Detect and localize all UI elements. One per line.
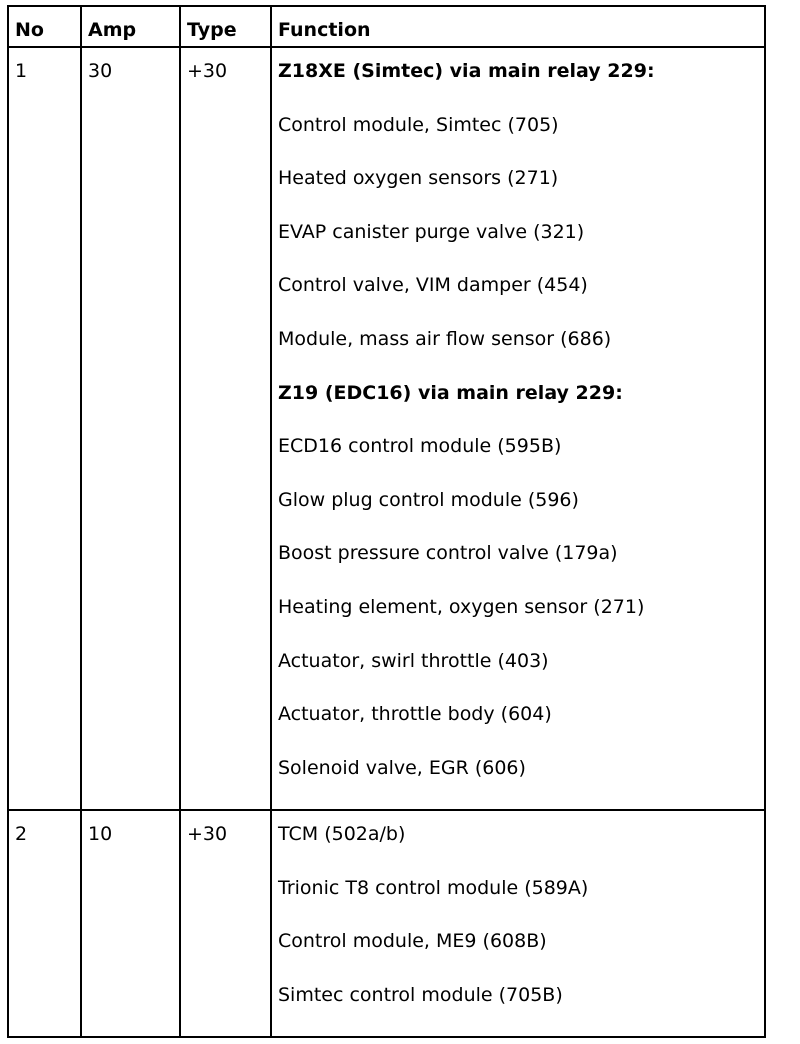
table-row [8,810,765,1037]
header-type: Type [180,6,271,47]
function-item: Glow plug control module (596) [278,488,579,511]
header-function: Function [271,6,765,47]
fuse-type: +30 [180,810,271,1037]
function-item: Boost pressure control valve (179a) [278,542,618,565]
function-group-heading: Z18XE (Simtec) via main relay 229: [278,60,655,82]
function-group-heading: Z19 (EDC16) via main relay 229: [278,381,623,404]
fuse-table [7,5,766,1038]
fuse-type: +30 [180,47,271,810]
fuse-functions [271,810,765,1037]
fuse-functions [271,47,765,810]
table-header [8,6,765,47]
function-item: TCM (502a/b) [278,823,406,845]
function-item: Control module, ME9 (608B) [278,930,547,953]
header-row [8,6,765,47]
fuse-number: 2 [8,810,81,1037]
function-item: Simtec control module (705B) [278,983,563,1006]
table-body [8,47,765,1037]
function-item: Actuator, swirl throttle (403) [278,649,549,672]
function-item: Trionic T8 control module (589A) [278,876,589,899]
function-item: Heated oxygen sensors (271) [278,167,559,190]
header-no: No [8,6,81,47]
function-item: Module, mass air flow sensor (686) [278,327,612,350]
function-item: ECD16 control module (595B) [278,435,562,458]
function-item: Control module, Simtec (705) [278,113,559,136]
fuse-amp: 10 [81,810,180,1037]
function-item: Control valve, VIM damper (454) [278,274,588,297]
table-row [8,47,765,810]
fuse-number: 1 [8,47,81,810]
header-amp: Amp [81,6,180,47]
function-item: Solenoid valve, EGR (606) [278,756,526,779]
function-item: Actuator, throttle body (604) [278,703,552,726]
function-item: Heating element, oxygen sensor (271) [278,595,645,618]
fuse-amp: 30 [81,47,180,810]
function-item: EVAP canister purge valve (321) [278,220,585,243]
